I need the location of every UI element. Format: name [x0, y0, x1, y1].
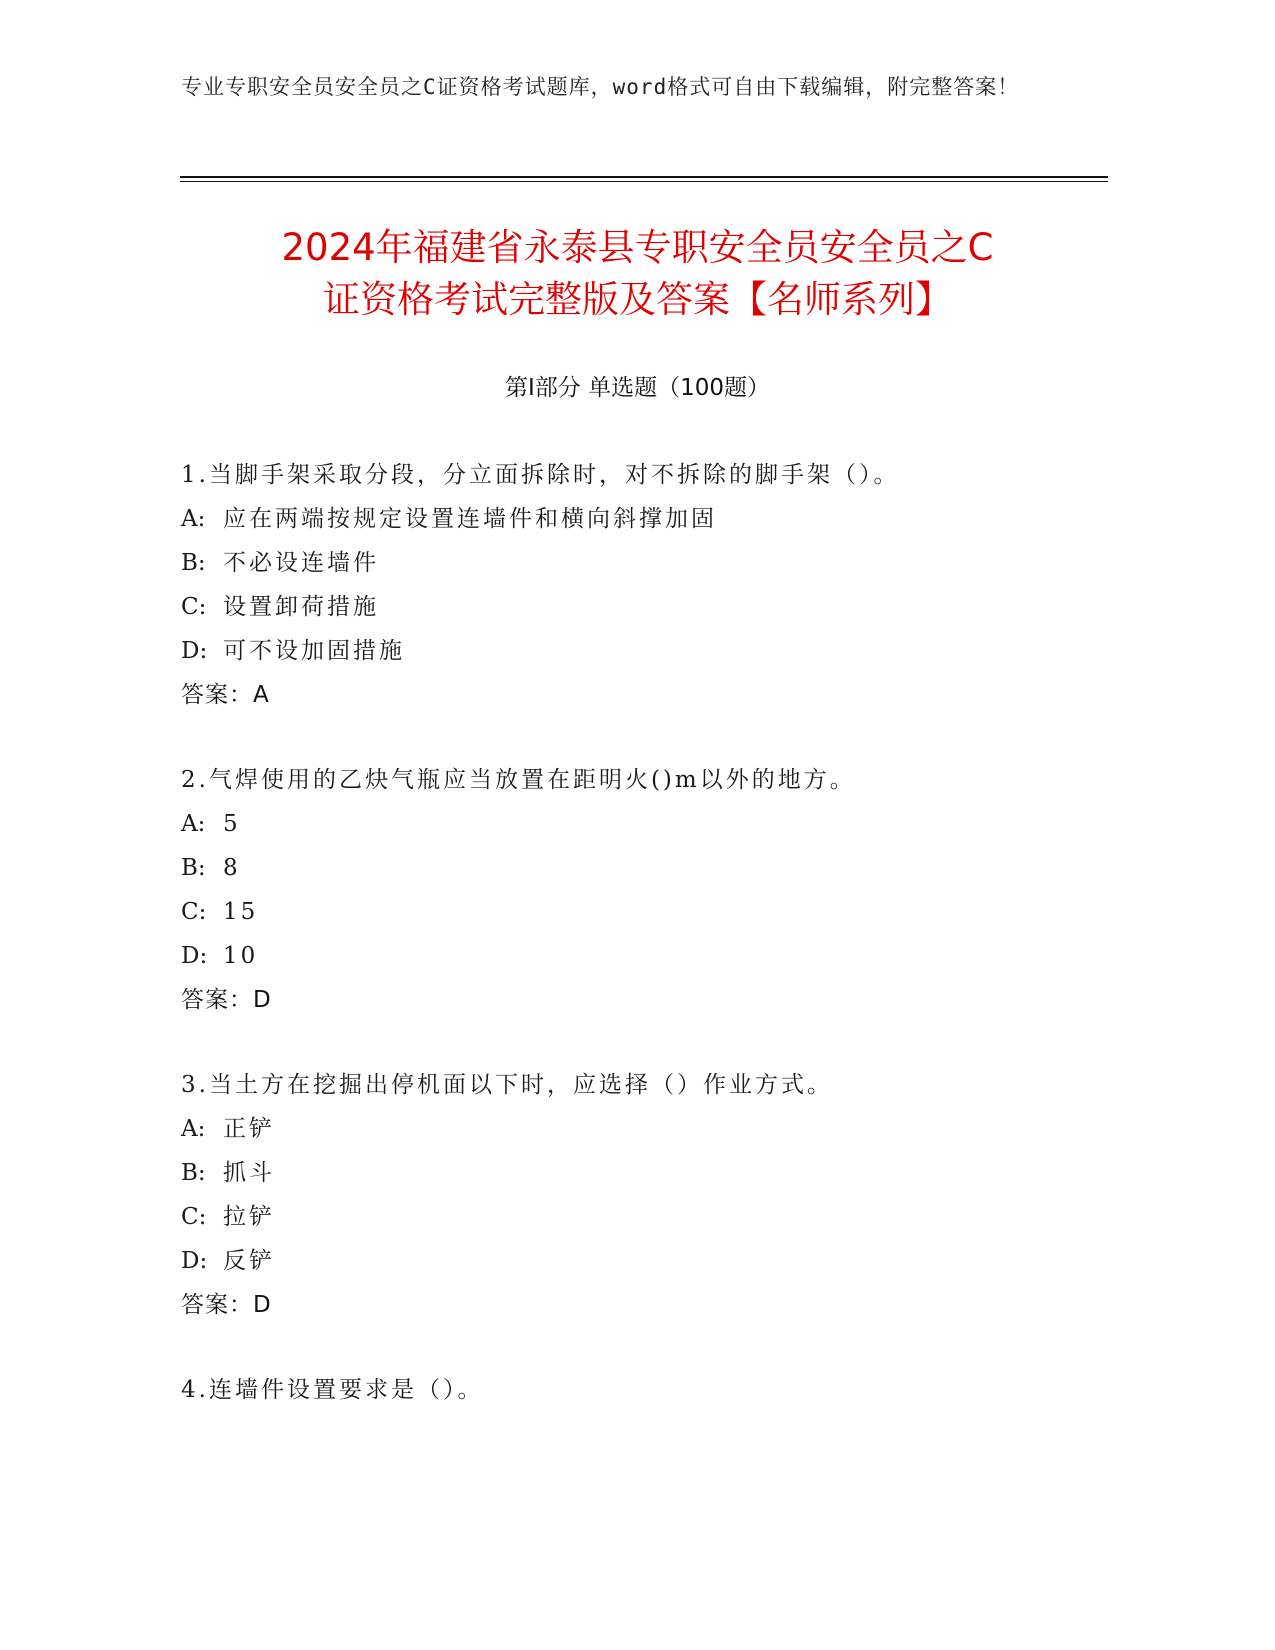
question-4: [181, 1368, 1081, 1412]
option-text: 8: [223, 855, 241, 881]
document-title-line-1: 2024年福建省永泰县专职安全员安全员之C: [281, 226, 994, 269]
option-d: [181, 1239, 1081, 1283]
option-label: C:: [181, 594, 207, 620]
question-2: [181, 758, 1081, 1022]
option-b: [181, 1151, 1081, 1195]
answer: 答案：D: [181, 1292, 272, 1318]
answer: 答案：A: [181, 682, 270, 708]
option-label: A:: [181, 506, 206, 532]
option-text: 正铲: [223, 1116, 275, 1142]
option-label: A:: [181, 1116, 206, 1142]
option-text: 5: [223, 811, 241, 837]
option-label: D:: [181, 943, 208, 969]
question-3: [181, 1063, 1081, 1327]
option-text: 不必设连墙件: [223, 550, 379, 576]
option-c: [181, 1195, 1081, 1239]
option-label: C:: [181, 1204, 207, 1230]
option-c: [181, 890, 1081, 934]
option-b: [181, 541, 1081, 585]
question-stem: 1.当脚手架采取分段，分立面拆除时，对不拆除的脚手架（）。: [181, 462, 900, 488]
option-label: B:: [181, 550, 206, 576]
option-label: C:: [181, 899, 207, 925]
option-text: 抓斗: [223, 1160, 275, 1186]
option-text: 应在两端按规定设置连墙件和横向斜撑加固: [223, 506, 717, 532]
option-label: D:: [181, 638, 208, 664]
header-divider-bottom: [180, 181, 1108, 182]
question-1: [181, 453, 1081, 717]
option-a: [181, 802, 1081, 846]
option-c: [181, 585, 1081, 629]
option-a: [181, 1107, 1081, 1151]
header-divider-top: [180, 176, 1108, 178]
section-heading: 第Ⅰ部分 单选题（100题）: [505, 375, 770, 401]
document-title-line-2: 证资格考试完整版及答案【名师系列】: [323, 278, 952, 321]
option-text: 15: [223, 899, 259, 925]
option-d: [181, 629, 1081, 673]
option-label: B:: [181, 1160, 206, 1186]
option-text: 10: [223, 943, 259, 969]
option-label: D:: [181, 1248, 208, 1274]
option-text: 可不设加固措施: [223, 638, 405, 664]
option-text: 拉铲: [223, 1204, 275, 1230]
answer: 答案：D: [181, 987, 272, 1013]
document-title: [150, 222, 1125, 326]
option-text: 反铲: [223, 1248, 275, 1274]
option-b: [181, 846, 1081, 890]
question-stem: 3.当土方在挖掘出停机面以下时，应选择（）作业方式。: [181, 1072, 833, 1098]
option-a: [181, 497, 1081, 541]
option-d: [181, 934, 1081, 978]
option-label: A:: [181, 811, 206, 837]
option-label: B:: [181, 855, 206, 881]
option-text: 设置卸荷措施: [223, 594, 379, 620]
question-stem: 4.连墙件设置要求是（）。: [181, 1377, 484, 1403]
question-stem: 2.气焊使用的乙炔气瓶应当放置在距明火()m以外的地方。: [181, 767, 856, 793]
header-note: 专业专职安全员安全员之C证资格考试题库，word格式可自由下载编辑，附完整答案！: [181, 75, 1020, 99]
